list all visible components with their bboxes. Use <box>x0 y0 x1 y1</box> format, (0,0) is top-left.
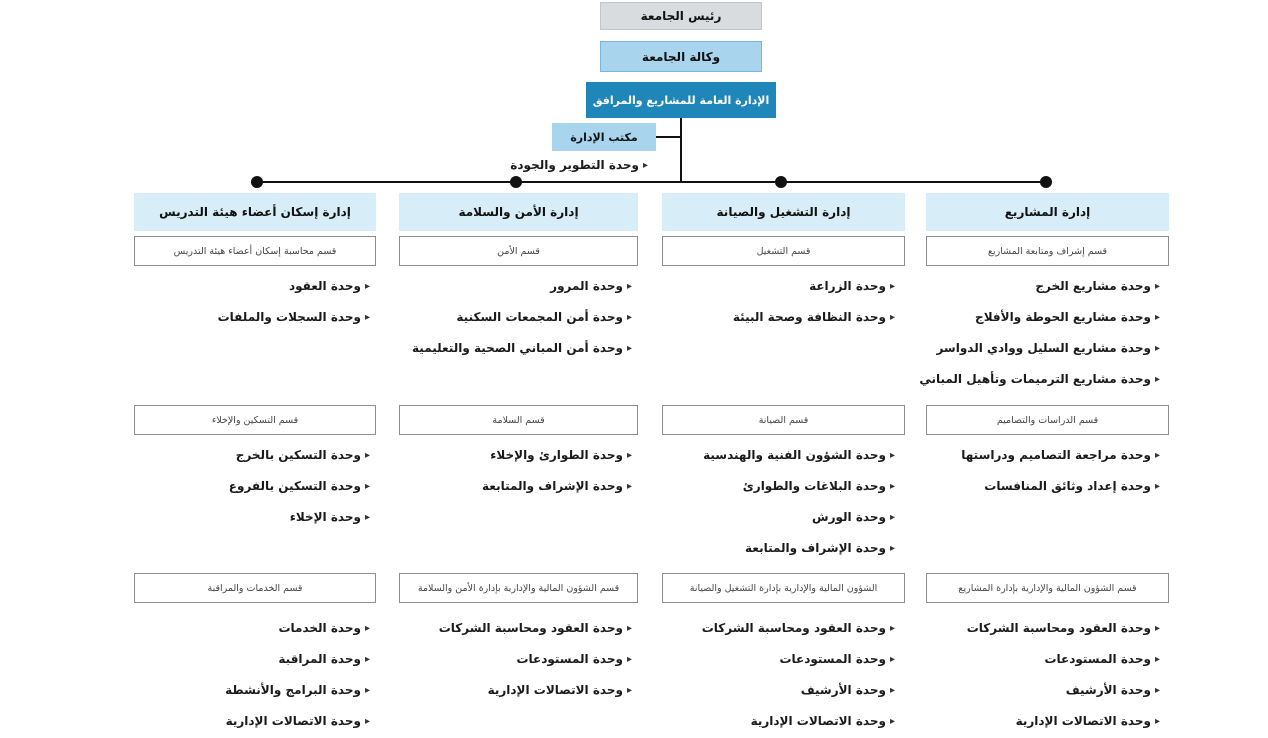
section-box: قسم الصيانة <box>662 405 905 435</box>
dot-icon <box>251 176 263 188</box>
flag-icon: ▸ <box>364 311 370 323</box>
flag-icon: ▸ <box>889 653 895 665</box>
unit-item <box>550 279 632 293</box>
flag-icon: ▸ <box>364 684 370 696</box>
flag-icon: ▸ <box>626 342 632 354</box>
unit-item <box>751 714 895 728</box>
section-box: قسم التشغيل <box>662 236 905 266</box>
flag-icon: ▸ <box>364 653 370 665</box>
unit-label: وحدة الإشراف والمتابعة <box>745 541 886 555</box>
general-admin-box: الإدارة العامة للمشاريع والمرافق <box>586 82 776 118</box>
unit-item <box>809 279 895 293</box>
unit-label: وحدة البلاغات والطوارئ <box>742 479 886 493</box>
flag-icon: ▸ <box>1154 449 1160 461</box>
dot-icon <box>775 176 787 188</box>
agency-box: وكالة الجامعة <box>600 41 762 72</box>
unit-item <box>289 279 370 293</box>
unit-label: وحدة النظافة وصحة البيئة <box>732 310 886 324</box>
department-header: إدارة المشاريع <box>926 193 1169 231</box>
flag-icon: ▸ <box>642 159 648 171</box>
unit-item <box>412 341 632 355</box>
flag-icon: ▸ <box>626 684 632 696</box>
flag-icon: ▸ <box>889 449 895 461</box>
unit-item <box>236 448 370 462</box>
unit-item <box>439 621 632 635</box>
department-header: إدارة التشغيل والصيانة <box>662 193 905 231</box>
section-box: قسم الأمن <box>399 236 638 266</box>
flag-icon: ▸ <box>626 480 632 492</box>
unit-label: وحدة مشاريع الخرج <box>1035 279 1151 293</box>
flag-icon: ▸ <box>364 715 370 727</box>
unit-label: وحدة السجلات والملفات <box>217 310 361 324</box>
unit-label: وحدة أمن المباني الصحية والتعليمية <box>412 341 623 355</box>
unit-label: وحدة الاتصالات الإدارية <box>750 714 886 728</box>
flag-icon: ▸ <box>626 311 632 323</box>
unit-label: وحدة العقود ومحاسبة الشركات <box>966 621 1151 635</box>
section-box: الشؤون المالية والإدارية بإدارة التشغيل والصيانة <box>662 573 905 603</box>
unit-label: وحدة العقود <box>288 279 361 293</box>
department-header: إدارة إسكان أعضاء هيئة التدريس <box>134 193 376 231</box>
flag-icon: ▸ <box>364 622 370 634</box>
unit-label: وحدة المرور <box>550 279 623 293</box>
section-box: قسم محاسبة إسكان أعضاء هيئة التدريس <box>134 236 376 266</box>
flag-icon: ▸ <box>1154 715 1160 727</box>
flag-icon: ▸ <box>889 511 895 523</box>
unit-item <box>743 479 895 493</box>
unit-label: وحدة التسكين بالخرج <box>235 448 361 462</box>
flag-icon: ▸ <box>889 715 895 727</box>
flag-icon: ▸ <box>889 622 895 634</box>
unit-label: وحدة المستودعات <box>516 652 623 666</box>
section-box: قسم الشؤون المالية والإدارية بإدارة المشاريع <box>926 573 1169 603</box>
unit-item <box>278 621 370 635</box>
unit-item <box>290 510 370 524</box>
unit-label: وحدة المستودعات <box>779 652 886 666</box>
unit-item <box>779 652 895 666</box>
unit-item <box>278 652 370 666</box>
unit-label: وحدة مشاريع السليل ووادي الدواسر <box>936 341 1151 355</box>
unit-item <box>984 479 1160 493</box>
unit-label: وحدة الورش <box>812 510 886 524</box>
flag-icon: ▸ <box>364 480 370 492</box>
unit-label: وحدة التسكين بالفروع <box>228 479 361 493</box>
unit-item <box>733 310 895 324</box>
unit-label: وحدة العقود ومحاسبة الشركات <box>438 621 623 635</box>
unit-item <box>1066 683 1160 697</box>
flag-icon: ▸ <box>1154 342 1160 354</box>
unit-item <box>703 448 895 462</box>
unit-item <box>967 621 1160 635</box>
flag-icon: ▸ <box>1154 373 1160 385</box>
unit-item <box>516 652 632 666</box>
unit-item <box>488 683 632 697</box>
unit-label: وحدة الاتصالات الإدارية <box>487 683 623 697</box>
unit-item <box>702 621 895 635</box>
unit-item <box>745 541 895 555</box>
unit-label: وحدة مراجعة التصاميم ودراستها <box>961 448 1151 462</box>
dot-icon <box>510 176 522 188</box>
unit-item <box>919 372 1160 386</box>
unit-item <box>229 479 370 493</box>
flag-icon: ▸ <box>626 622 632 634</box>
flag-icon: ▸ <box>1154 311 1160 323</box>
flag-icon: ▸ <box>1154 653 1160 665</box>
flag-icon: ▸ <box>889 480 895 492</box>
unit-label: وحدة الخدمات <box>278 621 361 635</box>
flag-icon: ▸ <box>889 542 895 554</box>
unit-label: وحدة الزراعة <box>809 279 886 293</box>
unit-label: وحدة الأرشيف <box>1065 683 1151 697</box>
dev-unit-item <box>510 158 648 172</box>
section-box: قسم الشؤون المالية والإدارية بإدارة الأمن والسلامة <box>399 573 638 603</box>
section-box: قسم السلامة <box>399 405 638 435</box>
flag-icon: ▸ <box>364 511 370 523</box>
unit-label: وحدة الإشراف والمتابعة <box>482 479 623 493</box>
unit-item <box>975 310 1160 324</box>
unit-item <box>226 714 370 728</box>
president-box: رئيس الجامعة <box>600 2 762 30</box>
dot-icon <box>1040 176 1052 188</box>
department-header: إدارة الأمن والسلامة <box>399 193 638 231</box>
unit-label: وحدة الاتصالات الإدارية <box>225 714 361 728</box>
unit-item <box>456 310 632 324</box>
flag-icon: ▸ <box>889 684 895 696</box>
section-box: قسم إشراف ومتابعة المشاريع <box>926 236 1169 266</box>
unit-item <box>936 341 1160 355</box>
unit-label: وحدة المراقبة <box>278 652 361 666</box>
unit-item <box>1035 279 1160 293</box>
unit-label: وحدة مشاريع الترميمات وتأهيل المباني <box>919 372 1151 386</box>
flag-icon: ▸ <box>1154 480 1160 492</box>
unit-label: وحدة مشاريع الحوطة والأفلاج <box>975 310 1151 324</box>
unit-label: وحدة التطوير والجودة <box>510 158 639 172</box>
flag-icon: ▸ <box>626 653 632 665</box>
flag-icon: ▸ <box>1154 280 1160 292</box>
flag-icon: ▸ <box>364 280 370 292</box>
flag-icon: ▸ <box>889 311 895 323</box>
unit-label: وحدة الطوارئ والإخلاء <box>490 448 623 462</box>
unit-label: وحدة المستودعات <box>1044 652 1151 666</box>
section-box: قسم الدراسات والتصاميم <box>926 405 1169 435</box>
unit-label: وحدة أمن المجمعات السكنية <box>456 310 623 324</box>
unit-label: وحدة الإخلاء <box>289 510 361 524</box>
unit-item <box>1044 652 1160 666</box>
unit-label: وحدة الأرشيف <box>800 683 886 697</box>
office-box: مكتب الإدارة <box>552 123 656 151</box>
unit-item <box>812 510 895 524</box>
flag-icon: ▸ <box>626 449 632 461</box>
section-box: قسم الخدمات والمراقبة <box>134 573 376 603</box>
unit-label: وحدة البرامج والأنشطة <box>225 683 361 697</box>
unit-label: وحدة العقود ومحاسبة الشركات <box>701 621 886 635</box>
section-box: قسم التسكين والإخلاء <box>134 405 376 435</box>
unit-item <box>218 310 370 324</box>
unit-item <box>482 479 632 493</box>
unit-item <box>961 448 1160 462</box>
flag-icon: ▸ <box>364 449 370 461</box>
unit-item <box>1016 714 1160 728</box>
unit-label: وحدة الشؤون الفنية والهندسية <box>703 448 886 462</box>
flag-icon: ▸ <box>889 280 895 292</box>
unit-item <box>490 448 632 462</box>
flag-icon: ▸ <box>626 280 632 292</box>
unit-label: وحدة إعداد وثائق المنافسات <box>984 479 1151 493</box>
unit-label: وحدة الاتصالات الإدارية <box>1015 714 1151 728</box>
unit-item <box>225 683 370 697</box>
flag-icon: ▸ <box>1154 622 1160 634</box>
unit-item <box>801 683 895 697</box>
flag-icon: ▸ <box>1154 684 1160 696</box>
